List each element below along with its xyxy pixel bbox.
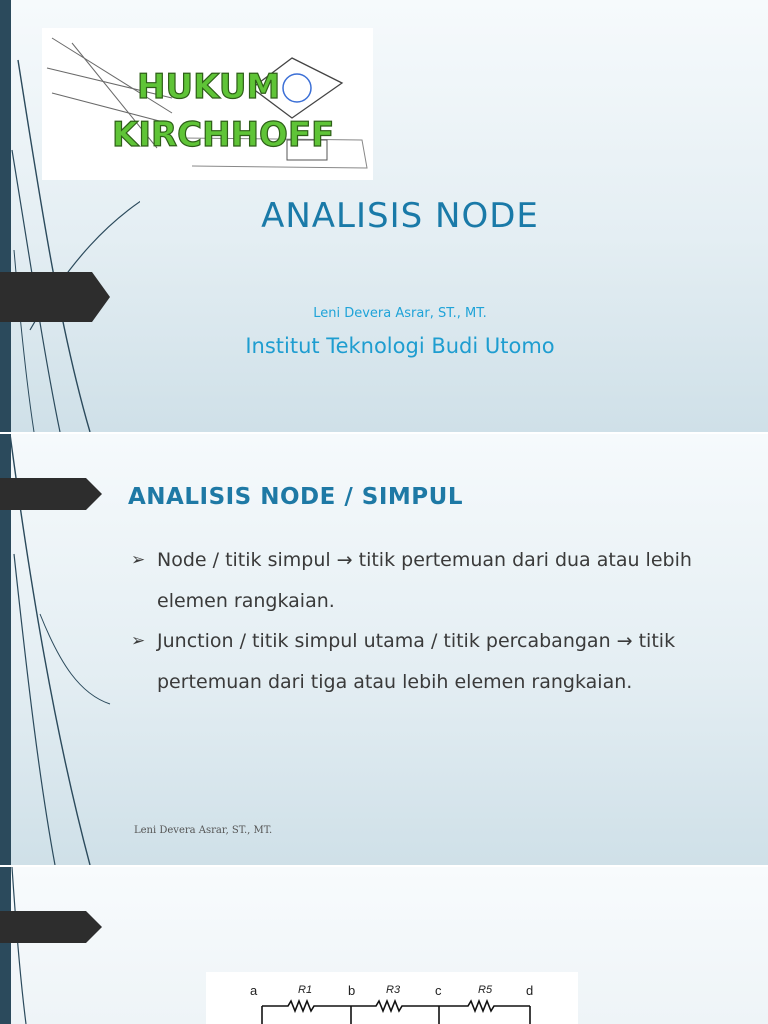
- author-name: Leni Devera Asrar, ST., MT.: [313, 306, 487, 321]
- resistor-label-r1: R1: [298, 984, 313, 996]
- tab-marker: [0, 911, 104, 943]
- circuit-diagram: [206, 972, 578, 1024]
- resistor-label-r5: R5: [478, 984, 493, 996]
- slide-3: [0, 867, 768, 1024]
- slide-2: [0, 434, 768, 865]
- node-label-a: a: [250, 983, 258, 998]
- list-item: [131, 540, 711, 621]
- arrow-bullet-icon: ➢: [131, 550, 146, 570]
- slide-title: ANALISIS NODE: [261, 196, 539, 236]
- section-heading: ANALISIS NODE / SIMPUL: [128, 484, 463, 510]
- bullet-list: [131, 540, 711, 702]
- bullet-text: Node / titik simpul → titik pertemuan dari dua atau lebih elemen rangkaian.: [157, 549, 692, 612]
- node-label-c: c: [435, 983, 442, 998]
- resistor-label-r3: R3: [386, 984, 401, 996]
- list-item: [131, 621, 711, 702]
- resistor-r3: [351, 1001, 439, 1011]
- node-label-d: d: [526, 983, 534, 998]
- bullet-text: Junction / titik simpul utama / titik percabangan → titik pertemuan dari tiga atau lebih elemen rangkaian.: [157, 630, 676, 693]
- slide-1: [0, 0, 768, 432]
- institution-name: Institut Teknologi Budi Utomo: [245, 334, 555, 358]
- hukum-kirchhoff-logo: [42, 28, 373, 180]
- decorative-curves: [0, 867, 60, 1024]
- logo-text-line1: HUKUM: [137, 67, 281, 107]
- logo-text-line2: KIRCHHOFF: [112, 115, 335, 155]
- tab-marker: [0, 478, 104, 510]
- resistor-r1: [262, 1001, 351, 1011]
- resistor-r5: [439, 1001, 530, 1011]
- node-label-b: b: [348, 983, 356, 998]
- slide-footer: Leni Devera Asrar, ST., MT.: [134, 825, 273, 836]
- arrow-bullet-icon: ➢: [131, 631, 146, 651]
